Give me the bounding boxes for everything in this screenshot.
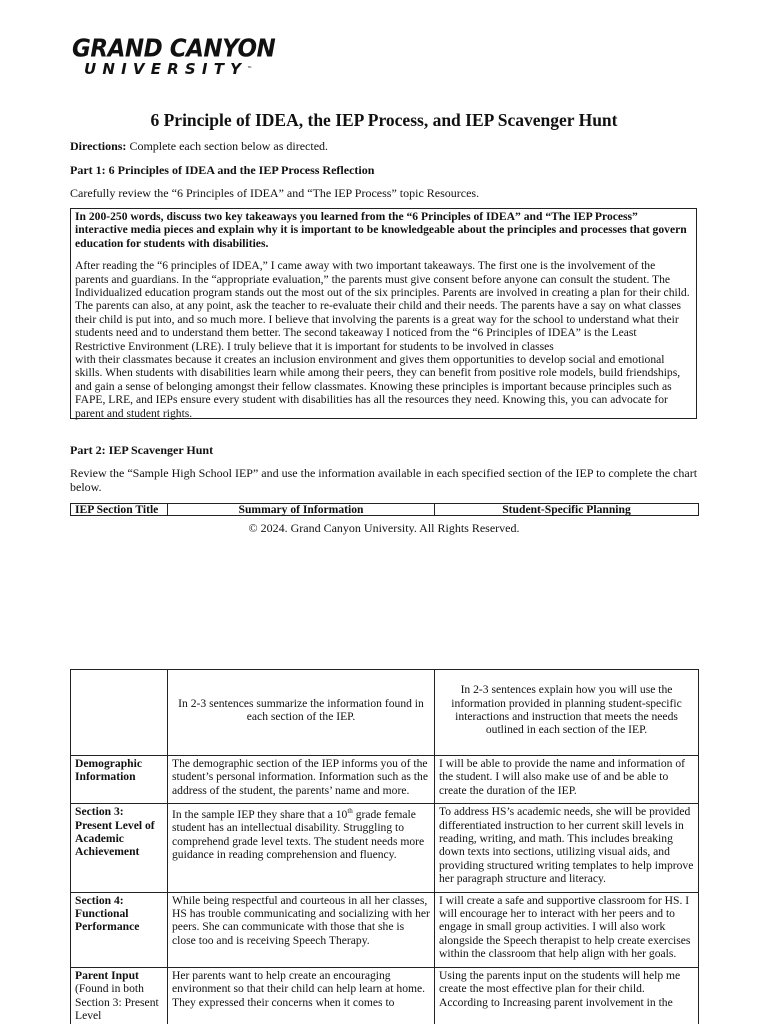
reflection-question: In 200-250 words, discuss two key takeaways you learned from the “6 Principles of IDEA” and “The IEP Process” interactive media pieces and explain why it is important to be knowledgeable about the principles and processes that govern education for students with disabilities.	[75, 210, 687, 250]
table-row	[71, 670, 699, 756]
section-title: Section 4: Functional Performance	[71, 892, 168, 967]
answer-line: The parents can also, at any point, ask the teacher to re-evaluate their child and their needs. The parents have a say on what classes	[75, 299, 681, 313]
logo-wordmark-bottom: UNIVERSITY™	[84, 60, 253, 78]
answer-line: with their classmates because it creates an inclusion environment and gives them opportunities to develop social and emotional	[75, 353, 665, 367]
university-logo	[72, 36, 282, 78]
directions-text: Complete each section below as directed.	[126, 139, 329, 153]
table-cell	[71, 670, 168, 756]
part1-intro: Carefully review the “6 Principles of IDEA” and “The IEP Process” topic Resources.	[70, 186, 480, 200]
col-header-summary: Summary of Information	[168, 504, 435, 516]
reflection-box	[70, 208, 697, 419]
reflection-answer	[75, 259, 692, 420]
planning-instruction: In 2-3 sentences explain how you will use the information provided in planning student-specific interactions and instruction that meets the needs outlined in each section of the IEP.	[435, 670, 699, 756]
answer-line: parents and guardians. In the “appropriate evaluation,” the parents must give consent before anyone can consult the student. The	[75, 272, 671, 286]
section-title: Demographic Information	[71, 756, 168, 804]
summary-cell: In the sample IEP they share that a 10th grade female student has an intellectual disability. Struggling to comprehend grade level texts. The student needs more guidance in reading comprehension and fluency.	[168, 804, 435, 892]
answer-line: skills. When students with disabilities learn while among their peers, they can benefit from positive role models, build friendships,	[75, 366, 681, 380]
directions-label: Directions:	[70, 139, 127, 153]
planning-cell: To address HS’s academic needs, she will be provided differentiated instruction to her current skill levels in reading, writing, and math. This includes breaking down texts into sections, utilizing visual aids, and providing structured writing templates to help improve her paragraph structure and literacy.	[435, 804, 699, 892]
col-header-planning: Student-Specific Planning	[435, 504, 699, 516]
document-title: 6 Principle of IDEA, the IEP Process, and IEP Scavenger Hunt	[150, 110, 618, 130]
table-row	[71, 892, 699, 967]
planning-cell: I will create a safe and supportive classroom for HS. I will encourage her to interact with her peers and to engage in small group activities. I will also work alongside the Speech therapist to help create exercises within the classroom that help align with her goals.	[435, 892, 699, 967]
part1-heading: Part 1: 6 Principles of IDEA and the IEP Process Reflection	[70, 163, 375, 177]
planning-cell: Using the parents input on the students will help me create the most effective plan for their child. According to Increasing parent involvement in the	[435, 967, 699, 1024]
planning-cell: I will be able to provide the name and information of the student. I will also make use of and be able to create the duration of the IEP.	[435, 756, 699, 804]
logo-wordmark-top: GRAND CANYON	[72, 34, 276, 63]
answer-line: and gain a sense of belonging amongst their fellow classmates. Knowing these principles is important because principles such as	[75, 379, 672, 393]
answer-line: students need and to understand them better. The second takeaway I noticed from the “6 Principles of IDEA” is the Least	[75, 326, 637, 340]
table-row	[71, 967, 699, 1024]
copyright-footer: © 2024. Grand Canyon University. All Rights Reserved.	[248, 521, 520, 535]
summary-cell: While being respectful and courteous in all her classes, HS has trouble communicating and socializing with her peers. She can communicate with those that she is close too and is receiving Speech Therapy.	[168, 892, 435, 967]
part2-heading: Part 2: IEP Scavenger Hunt	[70, 443, 214, 457]
section-title: Section 3: Present Level of Academic Achievement	[71, 804, 168, 892]
answer-line: Restrictive Environment (LRE). I truly believe that it is important for students to be involved in classes	[75, 339, 554, 353]
part2-intro: Review the “Sample High School IEP” and use the information available in each specified section of the IEP to complete the chart below.	[70, 466, 698, 494]
scavenger-table-header	[70, 503, 699, 516]
answer-line: FAPE, LRE, and IEPs ensure every student with disabilities has all the resources they need. Knowing this, you can advocate for	[75, 393, 668, 407]
answer-line: Individualized education program stands out the most out of the six principles. Parents are involved in creating a plan for their child.	[75, 286, 690, 300]
answer-line: their child is put into, and so much more. I believe that involving the parents is a great way for the school to understand what their	[75, 312, 679, 326]
summary-instruction: In 2-3 sentences summarize the information found in each section of the IEP.	[168, 670, 435, 756]
scavenger-table	[70, 669, 699, 1024]
table-row	[71, 756, 699, 804]
summary-cell: The demographic section of the IEP informs you of the student’s personal information. Information such as the address of the student, the parents’ name and more.	[168, 756, 435, 804]
col-header-section: IEP Section Title	[71, 504, 168, 516]
answer-line: After reading the “6 principles of IDEA,” I came away with two important takeaways. The first one is the involvement of the	[75, 259, 656, 273]
summary-cell: Her parents want to help create an encouraging environment so that their child can help learn at home. They expressed their concerns when it comes to	[168, 967, 435, 1024]
directions	[70, 139, 700, 153]
answer-line: parent and student rights.	[75, 406, 193, 420]
section-title: Parent Input (Found in both Section 3: Present Level	[71, 967, 168, 1024]
table-row	[71, 804, 699, 892]
